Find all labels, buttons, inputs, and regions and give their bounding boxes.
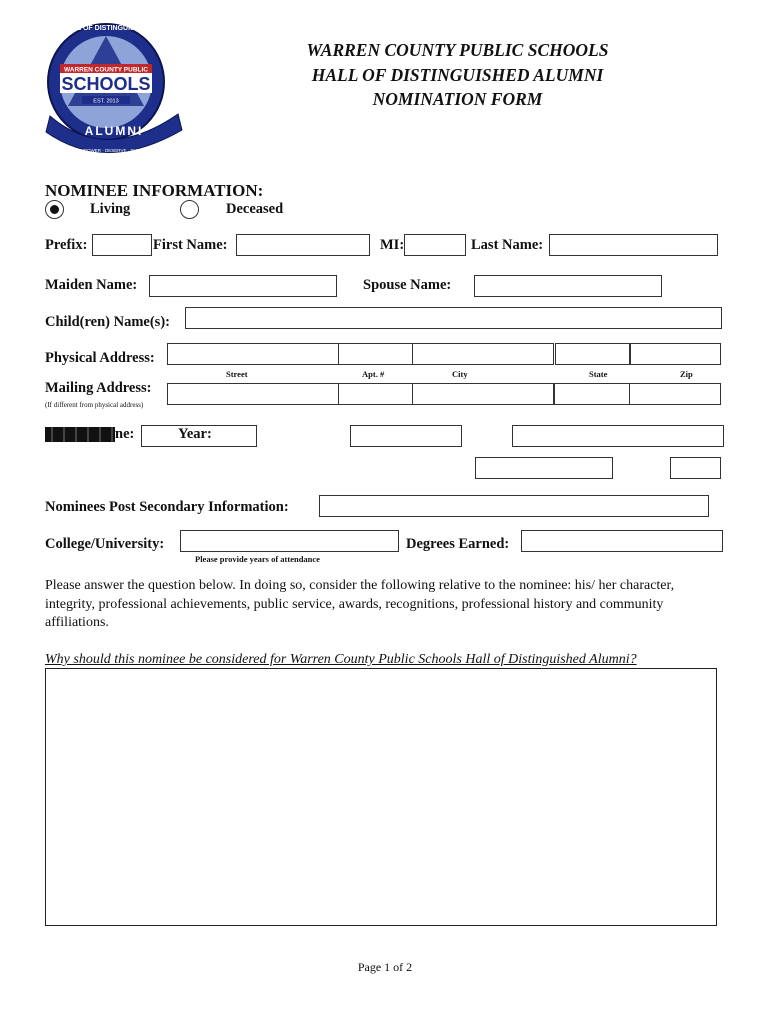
logo-word-text: SCHOOLS — [61, 74, 151, 94]
extra-field-1[interactable] — [350, 425, 462, 447]
prefix-label: Prefix: — [45, 237, 88, 253]
college-field[interactable] — [180, 530, 399, 552]
degrees-field[interactable] — [521, 530, 723, 552]
radio-selected-dot — [50, 205, 59, 214]
post-secondary-field[interactable] — [319, 495, 709, 517]
deceased-label: Deceased — [226, 201, 284, 217]
logo-top-arc-text: HALL OF DISTINGUISHED — [62, 25, 150, 32]
city-caption: City — [452, 369, 468, 379]
physical-address-label: Physical Address: — [45, 350, 155, 366]
year-label: Year: — [178, 426, 212, 442]
logo-motto-text: INSPIRE · EMPOWER · DESERVE · PUBLIC · SCHOOLS — [55, 148, 173, 153]
last-name-label: Last Name: — [471, 237, 544, 253]
mailing-state-field[interactable] — [554, 383, 630, 405]
title-line-1: WARREN COUNTY PUBLIC SCHOOLS — [306, 40, 609, 60]
mailing-address-note: (If different from physical address) — [45, 401, 144, 409]
zip-caption: Zip — [680, 369, 693, 379]
first-name-label: First Name: — [153, 237, 228, 253]
extra-field-3[interactable] — [475, 457, 613, 479]
maiden-name-field[interactable] — [149, 275, 337, 297]
instructions-paragraph: Please answer the question below. In doing so, consider the following relative to the nominee: his/ her character, integrity, professional achievements, public service, awards, recognitions, professional history and community affiliations. — [45, 578, 675, 630]
apt-caption: Apt. # — [362, 369, 385, 379]
living-label: Living — [90, 201, 131, 217]
degrees-label: Degrees Earned: — [406, 536, 510, 552]
nominee-info-heading: NOMINEE INFORMATION: — [45, 181, 264, 200]
post-secondary-label: Nominees Post Secondary Information: — [45, 499, 289, 515]
answer-textarea[interactable] — [45, 668, 717, 926]
mailing-address-label: Mailing Address: — [45, 380, 152, 396]
mi-field[interactable] — [404, 234, 466, 256]
school-logo — [44, 14, 184, 166]
physical-city-field[interactable] — [412, 343, 554, 365]
state-caption: State — [589, 369, 608, 379]
logo-banner-text: WARREN COUNTY PUBLIC — [63, 66, 149, 74]
extra-field-4[interactable] — [670, 457, 721, 479]
children-label: Child(ren) Name(s): — [45, 314, 170, 330]
physical-apt-field[interactable] — [338, 343, 413, 365]
living-radio[interactable] — [45, 200, 64, 219]
mailing-zip-field[interactable] — [629, 383, 721, 405]
mi-label: MI: — [380, 237, 405, 253]
maiden-name-label: Maiden Name: — [45, 277, 138, 293]
deceased-radio[interactable] — [180, 200, 199, 219]
logo-est-text: EST. 2013 — [93, 98, 119, 105]
physical-street-field[interactable] — [167, 343, 339, 365]
question-text: Why should this nominee be considered for Warren County Public Schools Hall of Distinguished Alumni? — [45, 652, 637, 667]
spouse-name-label: Spouse Name: — [363, 277, 452, 293]
mailing-city-field[interactable] — [412, 383, 554, 405]
last-name-field[interactable] — [549, 234, 718, 256]
physical-state-field[interactable] — [555, 343, 630, 365]
title-line-2: HALL OF DISTINGUISHED ALUMNI — [311, 65, 604, 85]
first-name-field[interactable] — [236, 234, 370, 256]
prefix-field[interactable] — [92, 234, 152, 256]
page-number: Page 1 of 2 — [357, 960, 413, 974]
title-line-3: NOMINATION FORM — [372, 89, 543, 109]
mailing-apt-field[interactable] — [338, 383, 413, 405]
attendance-note: Please provide years of attendance — [195, 554, 320, 564]
extra-field-2[interactable] — [512, 425, 724, 447]
obscured-label-text — [45, 427, 115, 442]
street-caption: Street — [226, 369, 248, 379]
logo-alumni-text: ALUMNI — [84, 124, 144, 138]
physical-zip-field[interactable] — [630, 343, 721, 365]
mailing-street-field[interactable] — [167, 383, 339, 405]
children-field[interactable] — [185, 307, 722, 329]
college-label: College/University: — [45, 536, 165, 552]
obscured-label-suffix: ne: — [115, 426, 135, 442]
spouse-name-field[interactable] — [474, 275, 662, 297]
